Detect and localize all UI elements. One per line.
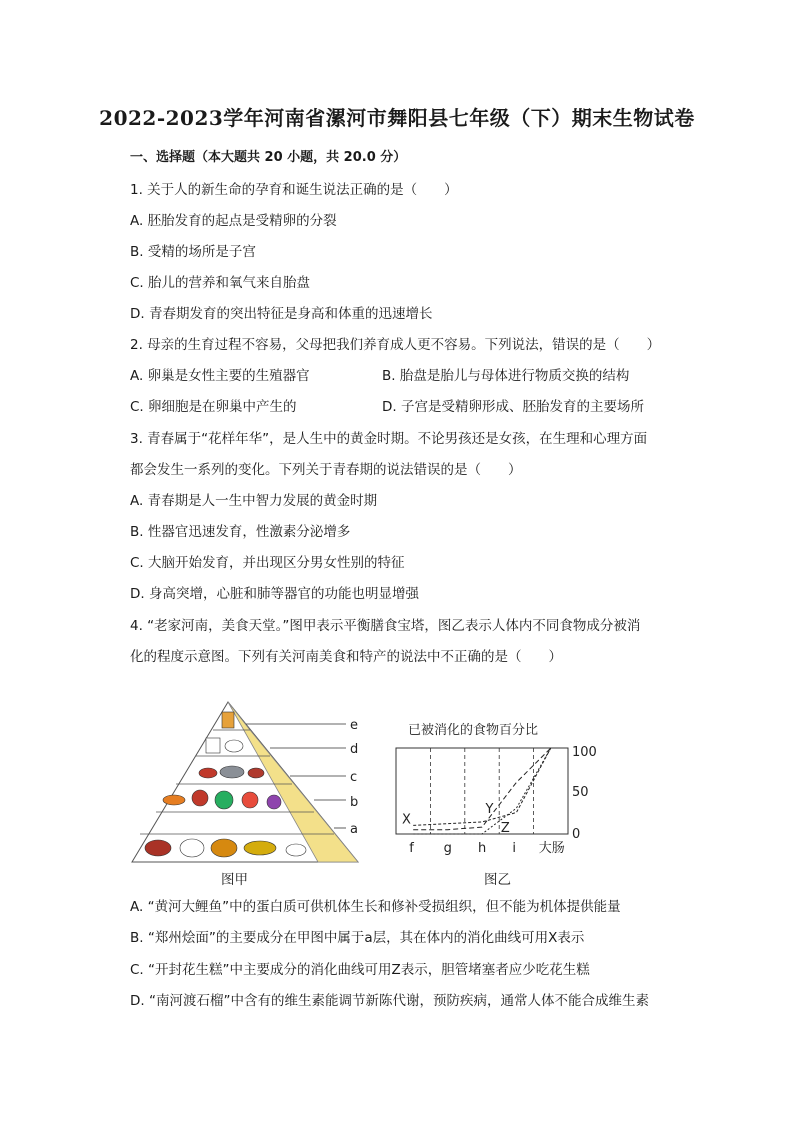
pyramid-label-c: c (350, 770, 358, 785)
bun-icon (180, 839, 204, 857)
meat-icon (199, 768, 217, 778)
q4-figure (128, 700, 608, 890)
x-label: g (443, 841, 452, 856)
q3-stem-line2: 都会发生一系列的变化。下列关于青春期的说法错误的是（ ） (130, 462, 522, 478)
oil-bottle-icon (222, 712, 234, 728)
curve-label-z: Z (500, 821, 510, 836)
y-tick-50: 50 (572, 785, 589, 800)
apple-icon (192, 790, 208, 806)
chart-frame (396, 748, 568, 834)
curve-z (413, 748, 551, 834)
potato-icon (145, 840, 171, 856)
section-heading: 一、选择题（本大题共 20 小题，共 20.0 分） (130, 150, 407, 165)
q2-option-c: C. 卵细胞是在卵巢中产生的 (130, 399, 297, 415)
rice-bowl-icon (286, 844, 306, 856)
corn-icon (244, 841, 276, 855)
q4-stem-line1: 4. “老家河南，美食天堂。”图甲表示平衡膳食宝塔，图乙表示人体内不同食物成分被消 (130, 618, 641, 634)
q3-option-c: C. 大脑开始发育，并出现区分男女性别的特征 (130, 555, 405, 571)
y-tick-100: 100 (572, 745, 597, 760)
food-pyramid (132, 702, 358, 862)
chart-title: 已被消化的食物百分比 (408, 723, 539, 738)
q1-option-a: A. 胚胎发育的起点是受精卵的分裂 (130, 213, 337, 229)
q3-option-a: A. 青春期是人一生中智力发展的黄金时期 (130, 493, 378, 509)
q2-option-b: B. 胎盘是胎儿与母体进行物质交换的结构 (382, 368, 630, 384)
pyramid-label-e: e (350, 718, 358, 733)
q4-option-d: D. “南河渡石榴”中含有的维生素能调节新陈代谢，预防疾病，通常人体不能合成维生素 (130, 993, 649, 1009)
grape-icon (267, 795, 281, 809)
q2-stem: 2. 母亲的生育过程不容易，父母把我们养育成人更不容易。下列说法，错误的是（ ） (130, 337, 661, 353)
tomato-icon (242, 792, 258, 808)
milk-carton-icon (206, 738, 220, 753)
bread-icon (211, 839, 237, 857)
curve-label-y: Y (485, 802, 494, 818)
sausage-icon (248, 768, 264, 778)
q1-option-d: D. 青春期发育的突出特征是身高和体重的迅速增长 (130, 306, 433, 322)
q4-option-b: B. “郑州烩面”的主要成分在甲图中属于a层，其在体内的消化曲线可用X表示 (130, 930, 585, 946)
q4-figure-svg (128, 700, 608, 890)
q4-option-a: A. “黄河大鲤鱼”中的蛋白质可供机体生长和修补受损组织，但不能为机体提供能量 (130, 899, 621, 915)
pyramid-label-d: d (350, 742, 359, 757)
x-label: f (409, 841, 414, 856)
q1-stem: 1. 关于人的新生命的孕育和诞生说法正确的是（ ） (130, 182, 458, 198)
curve-x (413, 748, 551, 825)
bowl-icon (225, 740, 243, 752)
q2-option-d: D. 子宫是受精卵形成、胚胎发育的主要场所 (382, 399, 644, 415)
digestion-chart (396, 722, 597, 856)
caption-right: 图乙 (484, 872, 511, 888)
x-label: i (512, 841, 517, 856)
pyramid-label-b: b (350, 795, 359, 810)
q4-stem-line2: 化的程度示意图。下列有关河南美食和特产的说法中不正确的是（ ） (130, 649, 562, 665)
q3-option-d: D. 身高突增，心脏和肺等器官的功能也明显增强 (130, 586, 419, 602)
carrot-icon (163, 795, 185, 805)
x-label: h (478, 841, 487, 856)
curve-label-x: X (402, 812, 411, 828)
q3-option-b: B. 性器官迅速发育，性激素分泌增多 (130, 524, 351, 540)
cabbage-icon (215, 791, 233, 809)
q1-option-b: B. 受精的场所是子宫 (130, 244, 256, 260)
q4-option-c: C. “开封花生糕”中主要成分的消化曲线可用Z表示，胆管堵塞者应少吃花生糕 (130, 962, 590, 978)
fish-icon (220, 766, 244, 778)
curve-y (413, 748, 551, 830)
caption-left: 图甲 (221, 872, 248, 888)
x-label: 大肠 (538, 841, 565, 856)
y-tick-0: 0 (572, 827, 581, 842)
q2-option-a: A. 卵巢是女性主要的生殖器官 (130, 368, 310, 384)
q3-stem-line1: 3. 青春属于“花样年华”，是人生中的黄金时期。不论男孩还是女孩，在生理和心理方面 (130, 431, 648, 447)
q1-option-c: C. 胎儿的营养和氧气来自胎盘 (130, 275, 311, 291)
pyramid-label-a: a (350, 822, 358, 837)
page-title: 2022-2023学年河南省漯河市舞阳县七年级（下）期末生物试卷 (99, 106, 695, 130)
